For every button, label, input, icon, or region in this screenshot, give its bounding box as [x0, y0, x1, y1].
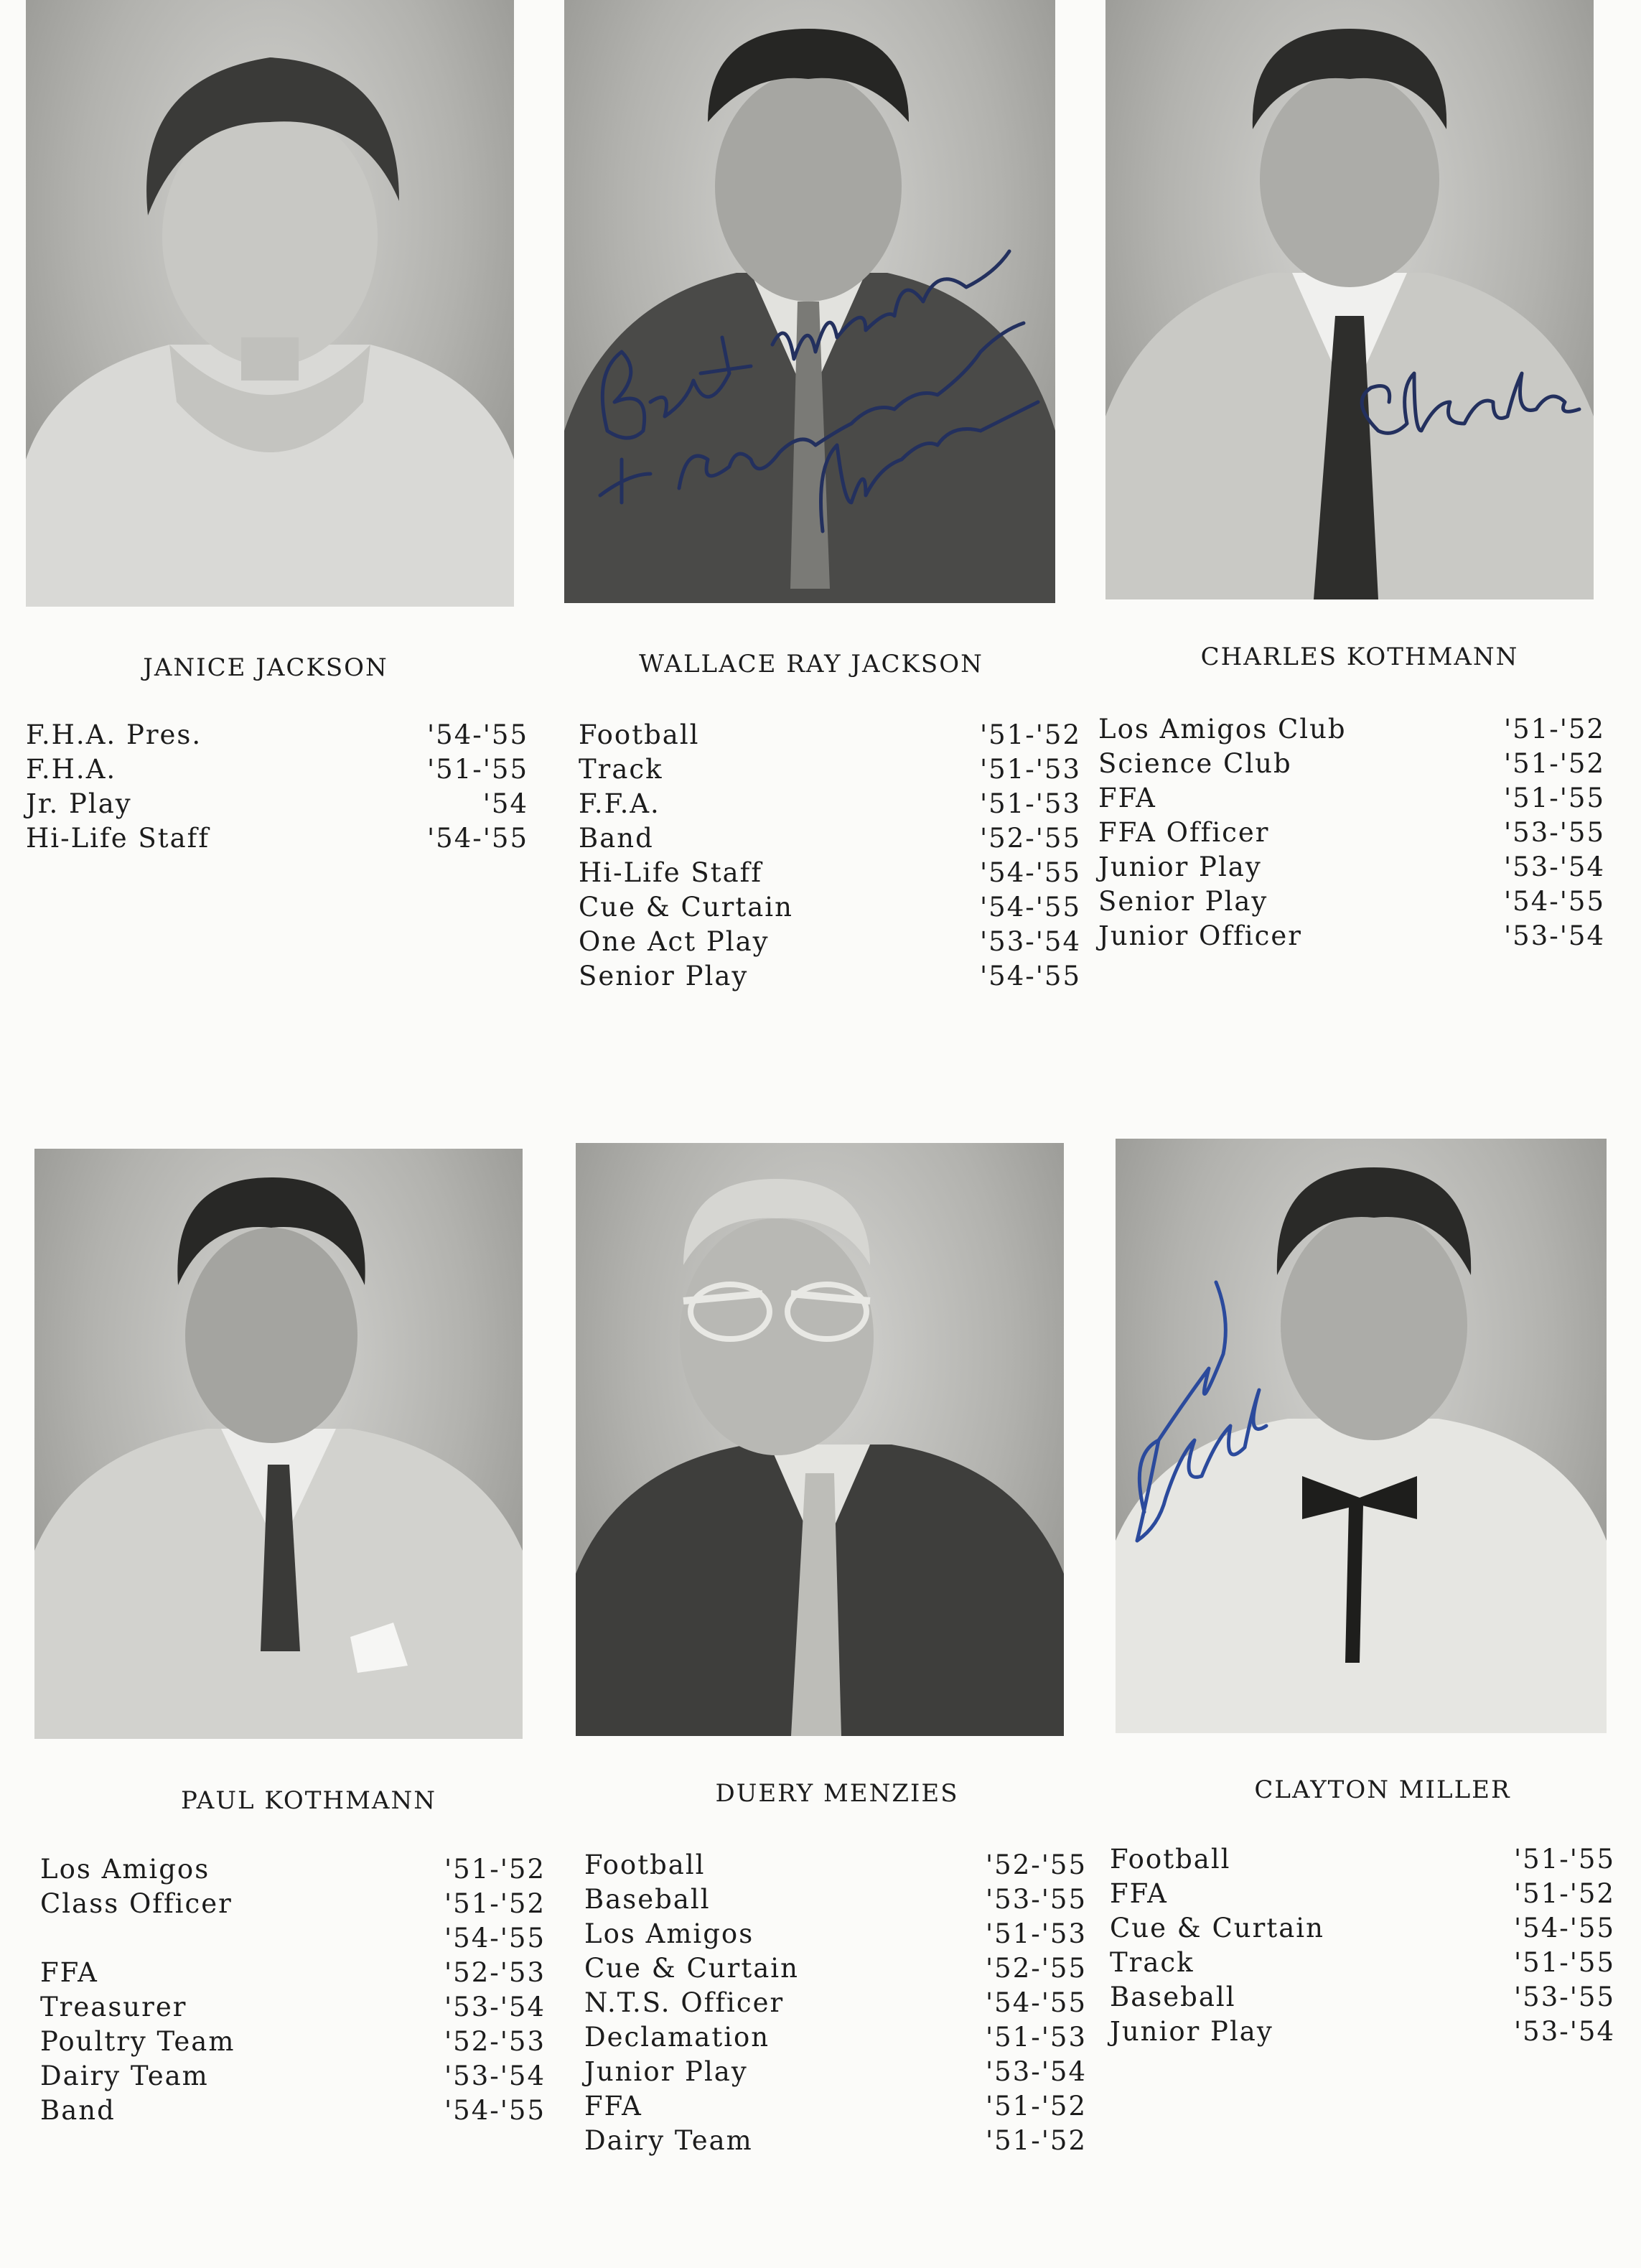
portrait-illustration: [576, 1143, 1064, 1736]
activity-years: '54-'55: [979, 857, 1081, 888]
activity-label: Band: [40, 2095, 116, 2126]
activity-item: [1110, 2015, 1615, 2049]
activity-item: [584, 2055, 1087, 2089]
handwritten-signature: [1116, 1139, 1607, 1733]
student-name: CHARLES KOTHMANN: [1200, 643, 1519, 671]
activity-years: '51-'52: [985, 2091, 1087, 2122]
activity-label: FFA: [584, 2091, 642, 2122]
activity-item: [40, 1990, 546, 2025]
activity-years: '51-'55: [426, 754, 528, 785]
activity-years: '52-'55: [985, 1953, 1087, 1984]
activity-label: Cue & Curtain: [1110, 1913, 1324, 1943]
activity-years: '53-'54: [1503, 920, 1605, 951]
activity-label: Band: [579, 823, 654, 854]
activity-years: '51-'55: [1513, 1947, 1615, 1978]
activity-label: Junior Play: [1110, 2016, 1273, 2047]
activity-label: One Act Play: [579, 926, 770, 957]
activity-years: '51-'52: [979, 719, 1081, 750]
activity-item: [1110, 1980, 1615, 2015]
activity-item: [584, 2124, 1087, 2158]
portrait-illustration: [26, 0, 514, 607]
portrait-photo: [26, 0, 514, 607]
activity-label: Hi-Life Staff: [26, 823, 210, 854]
activity-years: '51-'52: [444, 1888, 546, 1919]
activity-label: Football: [579, 719, 700, 750]
activity-item: [1098, 816, 1605, 850]
activity-item: [1098, 885, 1605, 919]
activity-item: [1098, 781, 1605, 816]
student-name: JANICE JACKSON: [143, 653, 388, 682]
student-name: WALLACE RAY JACKSON: [639, 650, 983, 678]
activity-label: Track: [579, 754, 663, 785]
activity-item: [1098, 747, 1605, 781]
activity-years: '53-'54: [444, 2061, 546, 2091]
activity-list: [1098, 712, 1605, 953]
activity-item: [579, 959, 1081, 994]
portrait-photo: [34, 1149, 523, 1739]
activity-label: Hi-Life Staff: [579, 857, 763, 888]
activity-label: Science Club: [1098, 748, 1292, 779]
activity-item: [40, 1852, 546, 1887]
activity-years: '51-'53: [979, 788, 1081, 819]
activity-label: Los Amigos Club: [1098, 714, 1347, 745]
activity-years: '54-'55: [1503, 886, 1605, 917]
activity-years: '54-'55: [426, 823, 528, 854]
activity-label: Dairy Team: [40, 2061, 209, 2091]
activity-item: [579, 787, 1081, 821]
activity-label: N.T.S. Officer: [584, 1987, 785, 2018]
activity-label: Junior Play: [1098, 851, 1262, 882]
activity-label: Football: [1110, 1844, 1231, 1875]
activity-years: '53-'54: [1513, 2016, 1615, 2047]
activity-years: '54-'55: [979, 961, 1081, 991]
activity-list: [579, 718, 1081, 994]
activity-label: Senior Play: [1098, 886, 1268, 917]
handwritten-signature: [564, 0, 1055, 603]
activity-item: [579, 856, 1081, 890]
activity-years: '51-'52: [444, 1854, 546, 1885]
activity-label: Poultry Team: [40, 2026, 235, 2057]
activity-item: [1110, 1946, 1615, 1980]
activity-years: '53-'55: [1513, 1982, 1615, 2012]
activity-item: [1110, 1842, 1615, 1877]
handwritten-signature: [1105, 0, 1594, 599]
activity-item: [26, 752, 528, 787]
activity-label: Junior Play: [584, 2056, 748, 2087]
activity-years: '51-'55: [1503, 783, 1605, 813]
activity-item: [584, 2020, 1087, 2055]
activity-years: '53-'55: [985, 1884, 1087, 1915]
activity-years: '52-'55: [985, 1849, 1087, 1880]
activity-label: Cue & Curtain: [579, 892, 793, 923]
activity-years: '54-'55: [985, 1987, 1087, 2018]
activity-label: F.F.A.: [579, 788, 660, 819]
activity-item: [40, 2094, 546, 2128]
student-name: DUERY MENZIES: [715, 1779, 959, 1808]
activity-item: [1110, 1911, 1615, 1946]
student-name: PAUL KOTHMANN: [181, 1786, 436, 1815]
activity-item: [1110, 1877, 1615, 1911]
activity-label: Baseball: [1110, 1982, 1236, 2012]
activity-list: [584, 1848, 1087, 2158]
activity-label: Treasurer: [40, 1992, 187, 2022]
activity-label: Class Officer: [40, 1888, 233, 1919]
activity-label: F.H.A.: [26, 754, 117, 785]
activity-label: Cue & Curtain: [584, 1953, 799, 1984]
activity-years: '53-'54: [985, 2056, 1087, 2087]
activity-years: '52-'53: [444, 2026, 546, 2057]
activity-years: '54-'55: [979, 892, 1081, 923]
activity-years: '51-'53: [985, 1918, 1087, 1949]
activity-item: [40, 1956, 546, 1990]
activity-label: Jr. Play: [26, 788, 132, 819]
activity-label: FFA: [1098, 783, 1156, 813]
activity-label: Senior Play: [579, 961, 749, 991]
portrait-photo: [576, 1143, 1064, 1736]
activity-years: '51-'53: [985, 2022, 1087, 2053]
activity-years: '51-'52: [1503, 714, 1605, 745]
activity-years: '54-'55: [444, 1923, 546, 1954]
activity-label: FFA Officer: [1098, 817, 1270, 848]
activity-item: [1098, 919, 1605, 953]
activity-label: Football: [584, 1849, 706, 1880]
student-name: CLAYTON MILLER: [1254, 1775, 1511, 1804]
activity-item: [584, 1917, 1087, 1951]
activity-years: '51-'55: [1513, 1844, 1615, 1875]
activity-item: [584, 2089, 1087, 2124]
activity-label: Track: [1110, 1947, 1194, 1978]
activity-item: [584, 1848, 1087, 1882]
activity-years: '54-'55: [426, 719, 528, 750]
activity-label: Declamation: [584, 2022, 770, 2053]
activity-years: '52-'53: [444, 1957, 546, 1988]
activity-item: [579, 925, 1081, 959]
activity-years: '54-'55: [1513, 1913, 1615, 1943]
activity-years: '54: [482, 788, 528, 819]
activity-years: '51-'52: [985, 2125, 1087, 2156]
activity-item: [584, 1986, 1087, 2020]
activity-years: '51-'52: [1503, 748, 1605, 779]
activity-label: FFA: [40, 1957, 98, 1988]
activity-item: [1098, 850, 1605, 885]
activity-item: [579, 752, 1081, 787]
activity-years: '54-'55: [444, 2095, 546, 2126]
activity-years: '53-'54: [1503, 851, 1605, 882]
activity-item: [26, 787, 528, 821]
activity-item: [579, 821, 1081, 856]
activity-item: [579, 890, 1081, 925]
activity-years: '51-'53: [979, 754, 1081, 785]
activity-item: [26, 718, 528, 752]
activity-item: [40, 1921, 546, 1956]
activity-item: [40, 1887, 546, 1921]
activity-years: '51-'52: [1513, 1878, 1615, 1909]
activity-label: Dairy Team: [584, 2125, 753, 2156]
activity-label: FFA: [1110, 1878, 1168, 1909]
activity-label: Los Amigos: [584, 1918, 754, 1949]
activity-item: [40, 2025, 546, 2059]
activity-item: [26, 821, 528, 856]
activity-item: [1098, 712, 1605, 747]
activity-years: '52-'55: [979, 823, 1081, 854]
activity-item: [584, 1882, 1087, 1917]
activity-item: [584, 1951, 1087, 1986]
activity-item: [40, 2059, 546, 2094]
activity-list: [26, 718, 528, 856]
activity-list: [1110, 1842, 1615, 2049]
activity-label: Baseball: [584, 1884, 711, 1915]
activity-years: '53-'54: [444, 1992, 546, 2022]
activity-label: F.H.A. Pres.: [26, 719, 202, 750]
activity-list: [40, 1852, 546, 2128]
activity-item: [579, 718, 1081, 752]
activity-years: '53-'54: [979, 926, 1081, 957]
activity-years: '53-'55: [1503, 817, 1605, 848]
activity-label: Junior Officer: [1098, 920, 1302, 951]
portrait-illustration: [34, 1149, 523, 1739]
activity-label: Los Amigos: [40, 1854, 210, 1885]
